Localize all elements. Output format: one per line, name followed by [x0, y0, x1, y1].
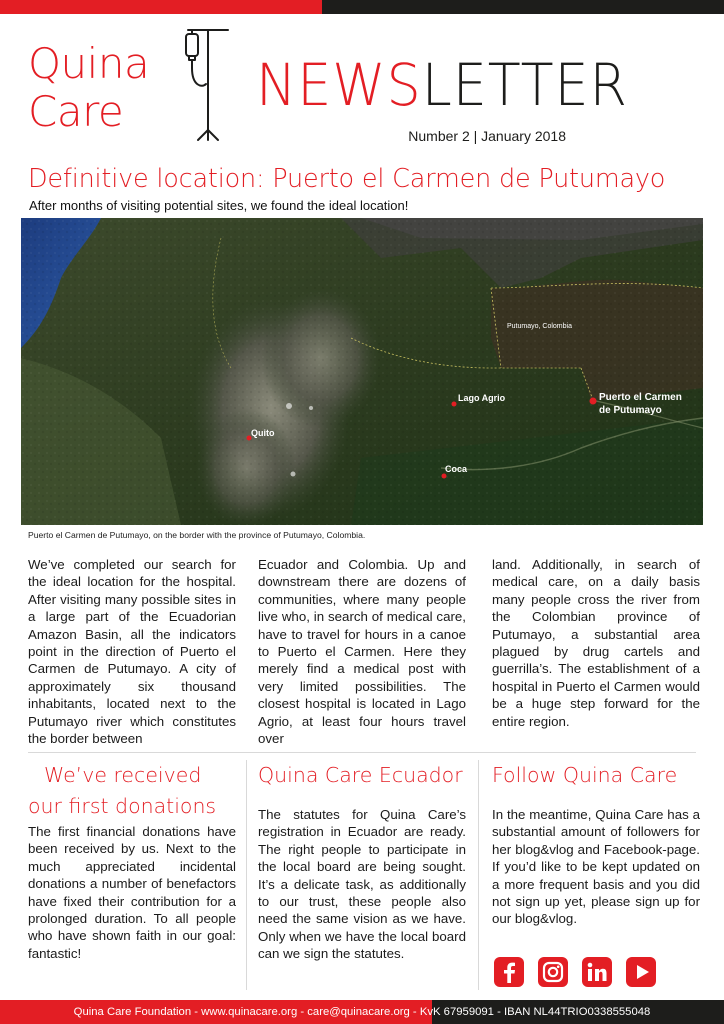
donations-title-line-1: We’ve received — [44, 763, 202, 787]
lago-agrio-marker — [452, 402, 457, 407]
iv-drip-stand-icon — [176, 26, 238, 144]
top-bar-dark — [322, 0, 724, 14]
map-region-label: Putumayo, Colombia — [507, 323, 572, 330]
article-column-3: land. Additionally, in search of medical care, on a daily basis many people cross the river from the Colombian province of Putumayo, a substantial area plagued by drug cartels and guerrilla’s. The establishment of a hospital in Puerto el Carmen would be a huge step forward for the entire region. — [492, 557, 700, 729]
follow-text: In the meantime, Quina Care has a substantial amount of followers for her blog&vlog and Facebook-page. If you’d like to be kept updated on a more frequent basis and you did not sign up yet, please sign up for our blog&vlog. — [492, 807, 700, 927]
masthead-letter: LETTER — [421, 51, 628, 119]
masthead — [256, 51, 628, 119]
ecuador-title: Quina Care Ecuador — [258, 763, 463, 787]
footer-contact: Quina Care Foundation - www.quinacare.org - care@quinacare.org - KvK 67959091 - IBAN NL44TRIO0338555048 — [73, 1006, 651, 1018]
instagram-icon[interactable] — [538, 957, 568, 987]
masthead-news: NEWS — [256, 51, 422, 119]
ecuador-text: The statutes for Quina Care’s registration in Ecuador are ready. The right people to participate in the local board are being sought. It’s a delicate task, as additionally to our trust, these people also need the same vision as we have. Only when we have the local board can we sign the statutes. — [258, 807, 466, 962]
map-label-puerto-line-1: Puerto el Carmen — [599, 392, 682, 403]
linkedin-icon[interactable] — [582, 957, 612, 987]
top-bar-red — [0, 0, 322, 14]
follow-title: Follow Quina Care — [492, 763, 678, 787]
logo-line-1: Quina — [28, 39, 150, 88]
logo-line-2: Care — [28, 87, 124, 136]
map-label-lago-agrio: Lago Agrio — [458, 393, 506, 403]
coca-marker — [442, 474, 447, 479]
section-divider — [28, 752, 696, 753]
donations-title-line-2: our first donations — [28, 794, 217, 818]
map-label-coca: Coca — [445, 464, 468, 474]
youtube-icon[interactable] — [626, 957, 656, 987]
map-caption: Puerto el Carmen de Putumayo, on the border with the province of Putumayo, Colombia. — [28, 530, 366, 540]
article-column-1: We’ve completed our search for the ideal location for the hospital. After visiting many possible sites in a large part of the Ecuadorian Amazon Basin, all the indicators point in the direction of Puerto el Carmen de Putumayo. A city of approximately six thousand inhabitants, located next to the Putumayo river which constitutes the border between — [28, 557, 236, 747]
main-headline: Definitive location: Puerto el Carmen de Putumayo — [28, 164, 666, 194]
map-label-quito: Quito — [251, 428, 275, 438]
facebook-icon[interactable] — [494, 957, 524, 987]
puerto-el-carmen-marker — [590, 398, 597, 405]
map-label-puerto-line-2: de Putumayo — [599, 405, 662, 416]
column-divider-1 — [246, 760, 247, 990]
sub-headline: After months of visiting potential sites, we found the ideal location! — [29, 198, 409, 213]
satellite-map — [21, 218, 703, 525]
column-divider-2 — [478, 760, 479, 990]
article-column-2: Ecuador and Colombia. Up and downstream there are dozens of communities, where many people live who, in search of medical care, have to travel for hours in a canoe to Puerto el Carmen. Here they merely find a medical post with very limited possibilities. The closest hospital is located in Lago Agrio, at least four hours travel over — [258, 557, 466, 747]
issue-number: Number 2 | January 2018 — [408, 128, 566, 144]
donations-text: The first financial donations have been received by us. Next to the much appreciated incidental donations a number of benefactors have fixed their contribution for a prolonged duration. To all people who have shown faith in our goal: fantastic! — [28, 824, 236, 961]
footer — [0, 1000, 724, 1024]
